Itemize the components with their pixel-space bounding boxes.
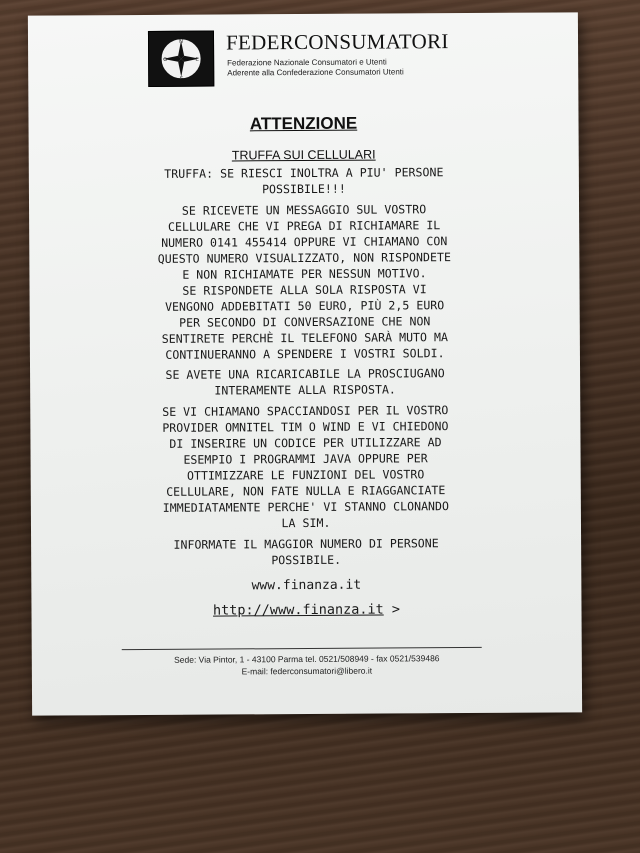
- notice-subtitle: TRUFFA SUI CELLULARI: [231, 147, 376, 163]
- truffa-warning-line: TRUFFA: SE RIESCI INOLTRA A PIU' PERSONE POSSIBILE!!!: [164, 165, 444, 197]
- paragraph-charges: SE RISPONDETE ALLA SOLA RISPOSTA VI VENGONO ADDEBITATI 50 EURO, PIÙ 2,5 EURO PER SECONDO DI CONVERSAZIONE CHE NON SENTIRETE PERCHÈ IL TELEFONO SARÀ MUTO MA CONTINUERANNO A SPENDERE I VOSTRI SOLDI.: [161, 282, 448, 362]
- finanza-website-link[interactable]: [31, 600, 581, 619]
- paragraph-callback-number: SE RICEVETE UN MESSAGGIO SUL VOSTRO CELLULARE CHE VI PREGA DI RICHIAMARE IL NUMERO 0141 455414 OPPURE VI CHIAMANO CON QUESTO NUMERO VISUALIZZATO, NON RISPONDETE E NON RICHIAMATE PER NESSUN MOTIVO.: [157, 202, 451, 282]
- svg-text:N: N: [179, 38, 183, 45]
- svg-text:O: O: [163, 56, 168, 63]
- paragraph-sim-cloning: SE VI CHIAMANO SPACCIANDOSI PER IL VOSTRO PROVIDER OMNITEL TIM O WIND E VI CHIEDONO DI INSERIRE UN CODICE PER UTILIZZARE AD ESEMPIO I PROGRAMMI JAVA OPPURE PER OTTIMIZZARE LE FUNZIONI DEL VOSTRO CELLULARE, NON FATE NULLA E RIAGGANCIATE IMMEDIATAMENTE PERCHE' VI STANNO CLONANDO LA SIM.: [162, 403, 450, 531]
- organization-subtitle-1: Federazione Nazionale Consumatori e Utenti: [227, 57, 387, 68]
- printed-notice-sheet: [28, 12, 582, 715]
- svg-text:S: S: [179, 75, 183, 82]
- federconsumatori-logo: [148, 31, 214, 87]
- svg-text:E: E: [195, 56, 199, 63]
- compass-logo-icon: [149, 32, 213, 86]
- footer-address: Sede: Via Pintor, 1 - 43100 Parma tel. 0521/508949 - fax 0521/539486: [174, 653, 440, 665]
- paragraph-prepaid: SE AVETE UNA RICARICABILE LA PROSCIUGANO INTERAMENTE ALLA RISPOSTA.: [165, 366, 445, 398]
- paragraph-inform-people: INFORMATE IL MAGGIOR NUMERO DI PERSONE POSSIBILE.: [173, 536, 439, 568]
- footer-email: E-mail: federconsumatori@libero.it: [241, 665, 373, 677]
- organization-subtitle-2: Aderente alla Confederazione Consumatori Utenti: [227, 67, 404, 78]
- organization-name: FEDERCONSUMATORI: [225, 29, 449, 55]
- finanza-link-url[interactable]: http://www.finanza.it: [212, 601, 384, 619]
- notice-title: ATTENZIONE: [249, 113, 358, 134]
- link-arrow-icon: >: [391, 601, 401, 618]
- finanza-website-text: www.finanza.it: [251, 577, 362, 594]
- footer-divider: [122, 647, 482, 650]
